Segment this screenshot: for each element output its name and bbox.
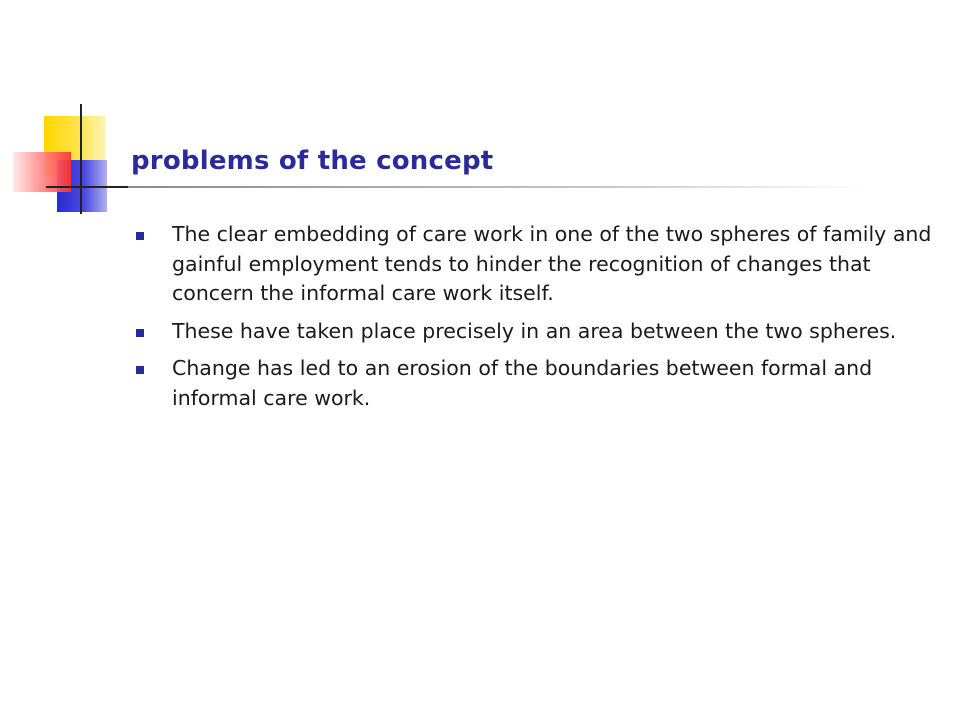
bullet-square-icon <box>136 232 144 240</box>
title-underline-rule <box>128 186 868 188</box>
bullet-square-icon <box>136 366 144 374</box>
bullet-list <box>134 220 934 421</box>
slide-title: problems of the concept <box>131 146 494 176</box>
bullet-item <box>134 220 934 309</box>
bullet-item <box>134 354 934 413</box>
logo-vertical-line <box>80 104 82 214</box>
bullet-text: Change has led to an erosion of the boundaries between formal and informal care work. <box>172 356 873 410</box>
bullet-text: These have taken place precisely in an area between the two spheres. <box>172 318 897 343</box>
logo-horizontal-line <box>46 186 130 188</box>
bullet-item <box>134 317 934 347</box>
bullet-square-icon <box>136 329 144 337</box>
bullet-text: The clear embedding of care work in one of the two spheres of family and gainful employment tends to hinder the recognition of changes that concern the informal care work itself. <box>172 222 932 305</box>
